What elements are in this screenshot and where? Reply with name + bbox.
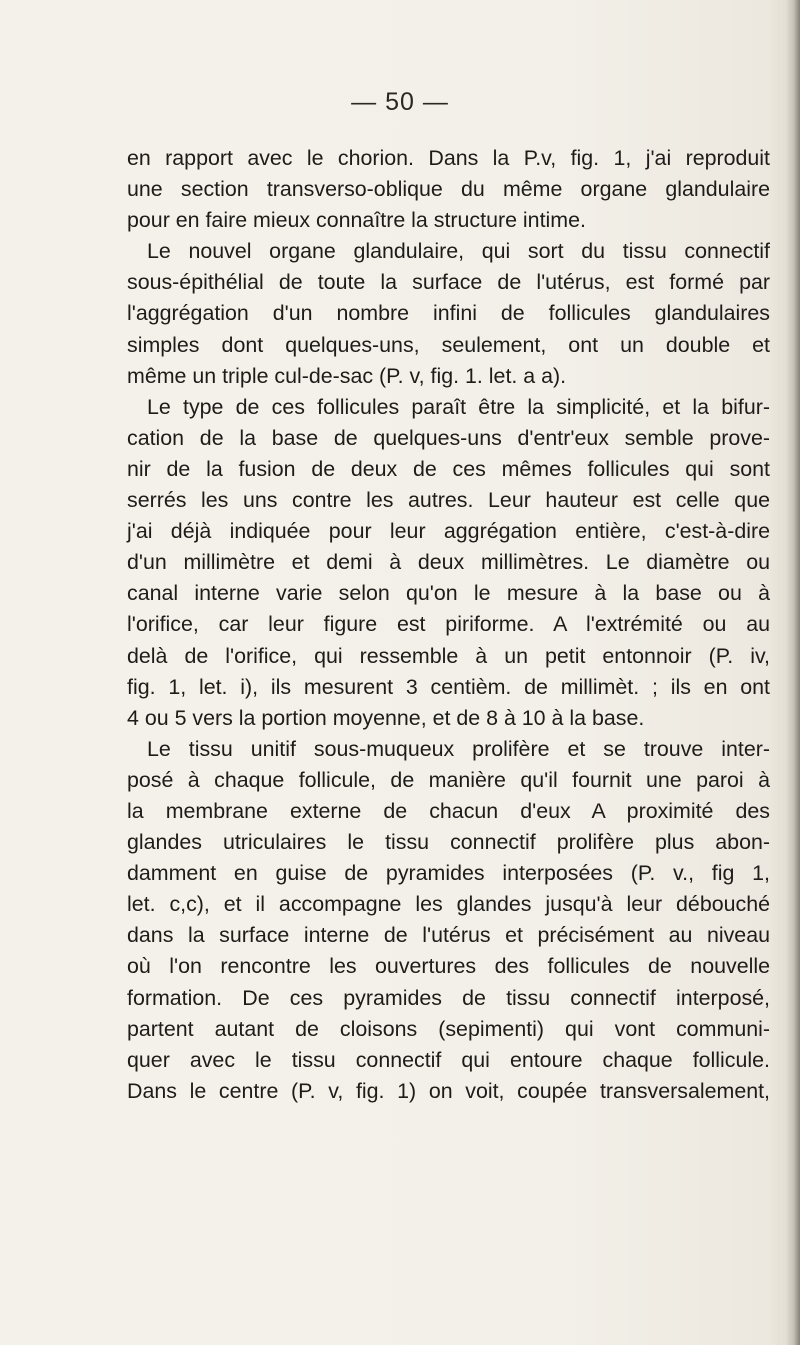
body-text [127, 143, 770, 1107]
text-line: j'ai déjà indiquée pour leur aggrégation entière, c'est-à-dire [127, 519, 770, 544]
text-line: fig. 1, let. i), ils mesurent 3 centièm. de millimèt. ; ils en ont [127, 674, 770, 699]
text-line: en rapport avec le chorion. Dans la P.v, fig. 1, j'ai reproduit [127, 146, 770, 170]
text-line: Le tissu unitif sous-muqueux prolifère et se trouve inter- [147, 736, 770, 761]
text-line: dans la surface interne de l'utérus et précisément au niveau [127, 923, 770, 948]
text-line: serrés les uns contre les autres. Leur hauteur est celle que [127, 488, 770, 513]
text-line: glandes utriculaires le tissu connectif prolifère plus abon- [127, 830, 770, 855]
text-line: simples dont quelques-uns, seulement, ont un double et [127, 332, 770, 357]
text-line: Le type de ces follicules paraît être la simplicité, et la bifur- [147, 394, 770, 419]
page-number: — 50 — [351, 88, 449, 116]
text-line: formation. De ces pyramides de tissu connectif interposé, [127, 985, 770, 1010]
text-line: Le nouvel organe glandulaire, qui sort du tissu connectif [147, 239, 770, 264]
text-line: Dans le centre (P. v, fig. 1) on voit, coupée transversalement, [127, 1078, 770, 1103]
text-line: une section transverso-oblique du même organe glandulaire [127, 177, 770, 202]
text-line: où l'on rencontre les ouvertures des follicules de nouvelle [127, 954, 770, 979]
text-line: l'aggrégation d'un nombre infini de follicules glandulaires [127, 301, 770, 326]
text-line: même un triple cul-de-sac (P. v, fig. 1. let. a a). [127, 363, 567, 388]
text-line: l'orifice, car leur figure est piriforme. A l'extrémité ou au [127, 612, 770, 637]
text-line: d'un millimètre et demi à deux millimètres. Le diamètre ou [127, 550, 770, 575]
text-line: let. c,c), et il accompagne les glandes jusqu'à leur débouché [127, 892, 770, 917]
text-line: cation de la base de quelques-uns d'entr'eux semble prove- [127, 425, 770, 450]
text-line: posé à chaque follicule, de manière qu'il fournit une paroi à [127, 767, 770, 792]
text-line: partent autant de cloisons (sepimenti) qui vont communi- [127, 1016, 770, 1041]
text-line: quer avec le tissu connectif qui entoure chaque follicule. [127, 1047, 770, 1072]
text-line: damment en guise de pyramides interposées (P. v., fig 1, [127, 861, 770, 886]
text-line: delà de l'orifice, qui ressemble à un petit entonnoir (P. iv, [127, 643, 770, 668]
text-line: la membrane externe de chacun d'eux A proximité des [127, 798, 770, 823]
text-line: sous-épithélial de toute la surface de l'utérus, est formé par [127, 270, 770, 295]
text-line: nir de la fusion de deux de ces mêmes follicules qui sont [127, 456, 770, 481]
text-line: 4 ou 5 vers la portion moyenne, et de 8 à 10 à la base. [127, 705, 645, 730]
text-line: pour en faire mieux connaître la structure intime. [127, 208, 586, 233]
text-line: canal interne varie selon qu'on le mesure à la base ou à [127, 581, 770, 606]
page-edge-shadow [786, 0, 800, 1345]
